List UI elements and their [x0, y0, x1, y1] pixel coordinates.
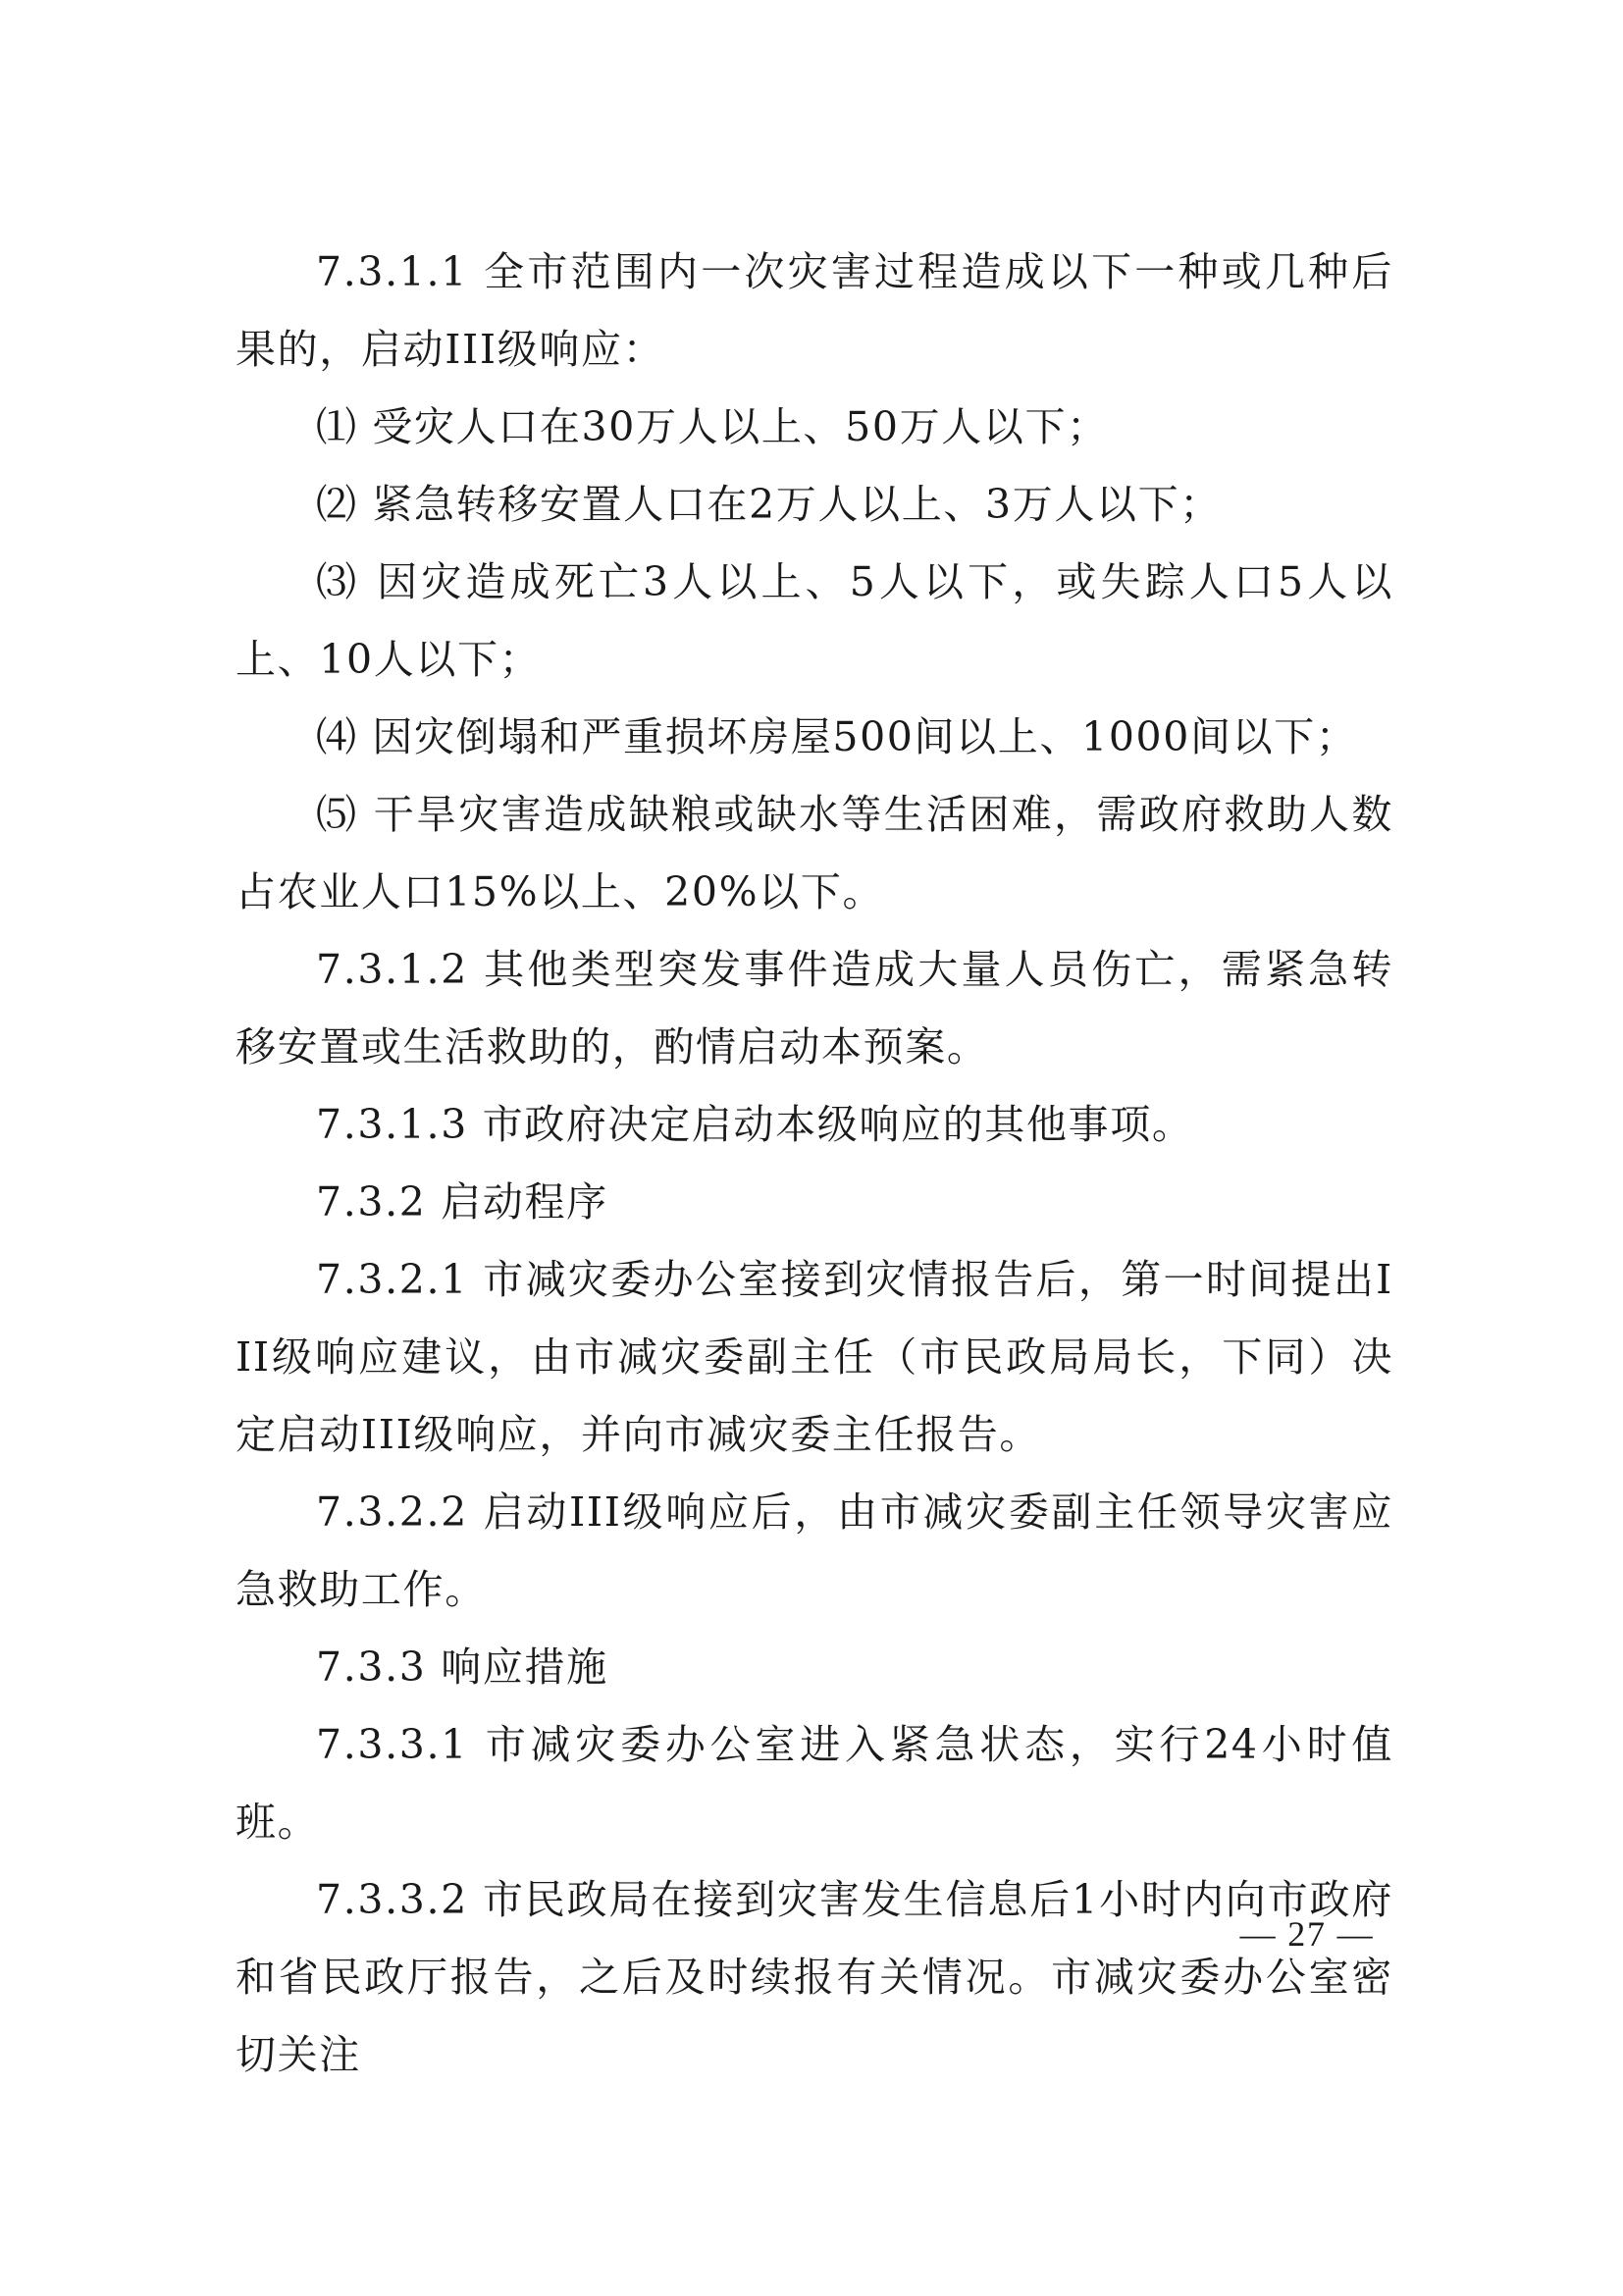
paragraph-7-3-3-2: 7.3.3.2 市民政局在接到灾害发生信息后1小时内向市政府和省民政厅报告，之后及时续报有关情况。市减灾委办公室密切关注 [236, 1876, 1393, 2078]
paragraph-7-3-2-2: 7.3.2.2 启动III级响应后，由市减灾委副主任领导灾害应急救助工作。 [236, 1488, 1393, 1613]
paragraph-7-3-1-3: 7.3.1.3 市政府决定启动本级响应的其他事项。 [316, 1101, 1194, 1148]
section-heading-7-3-2: 7.3.2 启动程序 [316, 1178, 608, 1226]
list-item-1: ⑴ 受灾人口在30万人以上、50万人以下； [316, 403, 1109, 450]
paragraph-7-3-1-1: 7.3.1.1 全市范围内一次灾害过程造成以下一种或几种后果的，启动III级响应： [236, 248, 1393, 373]
list-item-2: ⑵ 紧急转移安置人口在2万人以上、3万人以下； [316, 481, 1222, 528]
list-item-5: ⑸ 干旱灾害造成缺粮或缺水等生活困难，需政府救助人数占农业人口15%以上、20%以下。 [236, 791, 1393, 915]
section-heading-7-3-3: 7.3.3 响应措施 [316, 1644, 608, 1691]
page-number: — 27 — [1239, 1914, 1375, 1954]
document-body [236, 234, 1393, 2094]
list-item-4: ⑷ 因灾倒塌和严重损坏房屋500间以上、1000间以下； [316, 713, 1358, 760]
list-item-3: ⑶ 因灾造成死亡3人以上、5人以下，或失踪人口5人以上、10人以下； [236, 558, 1393, 683]
paragraph-7-3-2-1: 7.3.2.1 市减灾委办公室接到灾情报告后，第一时间提出III级响应建议，由市减灾委副主任（市民政局局长，下同）决定启动III级响应，并向市减灾委主任报告。 [236, 1256, 1393, 1458]
paragraph-7-3-3-1: 7.3.3.1 市减灾委办公室进入紧急状态，实行24小时值班。 [236, 1721, 1393, 1846]
paragraph-7-3-1-2: 7.3.1.2 其他类型突发事件造成大量人员伤亡，需紧急转移安置或生活救助的，酌情启动本预案。 [236, 946, 1393, 1070]
